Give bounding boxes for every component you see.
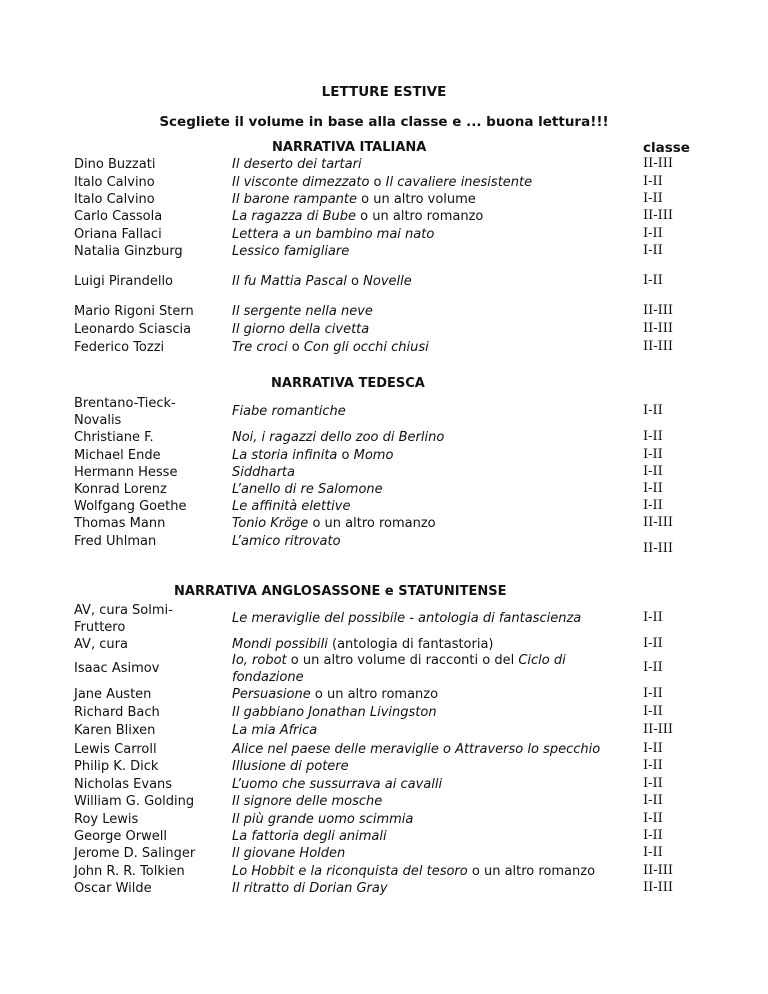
class-cell: I-II — [643, 811, 663, 826]
title-cell — [232, 208, 483, 225]
class-cell: I-II — [643, 636, 663, 651]
title-text: L’anello di re Salomone — [232, 482, 383, 497]
class-cell: I-II — [643, 704, 663, 719]
author-cell: Wolfgang Goethe — [74, 499, 187, 514]
class-cell: I-II — [643, 776, 663, 791]
title-text: Con gli occhi chiusi — [303, 340, 429, 355]
title-cell — [232, 464, 295, 481]
title-cell — [232, 652, 632, 686]
title-text: L’uomo che sussurrava ai cavalli — [232, 777, 443, 792]
section-heading-tedesca: NARRATIVA TEDESCA — [271, 376, 425, 391]
class-cell: I-II — [643, 610, 663, 625]
class-cell: I-II — [643, 464, 663, 479]
author-cell: Dino Buzzati — [74, 157, 156, 172]
note-text: o — [337, 448, 354, 463]
section-heading-italiana: NARRATIVA ITALIANA — [272, 140, 427, 155]
section-heading-anglosassone: NARRATIVA ANGLOSASSONE e STATUNITENSE — [174, 584, 507, 599]
author-cell: Thomas Mann — [74, 516, 166, 531]
title-cell — [232, 863, 595, 880]
title-cell — [232, 303, 373, 320]
class-cell: I-II — [643, 686, 663, 701]
page-title: LETTURE ESTIVE — [321, 84, 447, 100]
author-cell: AV, cura — [74, 637, 128, 652]
title-text: Il gabbiano Jonathan Livingston — [232, 705, 437, 720]
author-cell: Oscar Wilde — [74, 881, 152, 896]
author-cell: Jane Austen — [74, 687, 152, 702]
title-cell — [232, 403, 346, 420]
title-text: Lettera a un bambino mai nato — [232, 227, 435, 242]
author-cell: Michael Ende — [74, 448, 161, 463]
title-cell — [232, 243, 349, 260]
class-cell: I-II — [643, 758, 663, 773]
author-cell: Italo Calvino — [74, 192, 155, 207]
title-text: Il giorno della civetta — [232, 322, 370, 337]
title-cell — [232, 273, 412, 290]
class-cell: I-II — [643, 498, 663, 513]
title-text: Lo Hobbit e la riconquista del tesoro — [232, 864, 468, 879]
title-cell — [232, 481, 383, 498]
title-text: Tonio Kröge — [232, 516, 309, 531]
title-text: Siddharta — [232, 465, 295, 480]
author-cell: Natalia Ginzburg — [74, 244, 183, 259]
class-cell: II-III — [643, 722, 674, 737]
title-text: Mondi possibili — [232, 637, 328, 652]
note-text: o — [369, 175, 386, 190]
title-cell — [232, 722, 317, 739]
title-cell — [232, 704, 437, 721]
author-cell: Oriana Fallaci — [74, 227, 162, 242]
class-cell: I-II — [643, 845, 663, 860]
title-cell — [232, 811, 413, 828]
class-cell: I-II — [643, 191, 663, 206]
author-cell: Federico Tozzi — [74, 340, 165, 355]
title-cell — [232, 339, 429, 356]
author-cell: Karen Blixen — [74, 723, 156, 738]
title-text: Persuasione — [232, 687, 311, 702]
note-text: (antologia di fantastoria) — [327, 637, 494, 652]
class-cell: II-III — [643, 303, 674, 318]
author-cell: Lewis Carroll — [74, 742, 157, 757]
title-cell — [232, 610, 581, 627]
page-subtitle: Scegliete il volume in base alla classe e ... buona lettura!!! — [159, 114, 609, 130]
title-cell — [232, 793, 382, 810]
class-cell: II-III — [643, 339, 674, 354]
title-text: Noi, i ragazzi dello zoo di Berlino — [232, 430, 445, 445]
author-cell: Fred Uhlman — [74, 534, 157, 549]
note-text: o — [287, 340, 304, 355]
class-cell: I-II — [643, 741, 663, 756]
class-cell: II-III — [643, 541, 674, 556]
note-text: o un altro romanzo — [467, 864, 596, 879]
title-cell — [232, 447, 393, 464]
class-cell: I-II — [643, 447, 663, 462]
title-cell — [232, 515, 436, 532]
title-text: La ragazza di Bube — [232, 209, 357, 224]
class-cell: II-III — [643, 208, 674, 223]
title-text: Illusione di potere — [232, 759, 349, 774]
title-text: La storia infinita — [232, 448, 338, 463]
author-cell: Christiane F. — [74, 430, 154, 445]
title-text: Novelle — [363, 274, 412, 289]
class-cell: I-II — [643, 403, 663, 418]
title-cell — [232, 498, 351, 515]
title-cell — [232, 191, 476, 208]
title-text: Il visconte dimezzato — [232, 175, 370, 190]
note-text: o un altro volume — [357, 192, 476, 207]
author-cell: Luigi Pirandello — [74, 274, 174, 289]
class-column-header: classe — [643, 140, 690, 156]
class-cell: I-II — [643, 273, 663, 288]
title-cell — [232, 226, 434, 243]
title-text: Il fu Mattia Pascal — [232, 274, 347, 289]
title-cell — [232, 321, 369, 338]
note-text: o un altro romanzo — [310, 687, 439, 702]
title-text: Il deserto dei tartari — [232, 157, 362, 172]
note-text: o un altro volume di racconti o del — [286, 653, 519, 668]
title-text: Il barone rampante — [232, 192, 357, 207]
title-text: Il ritratto di Dorian Gray — [232, 881, 388, 896]
class-cell: I-II — [643, 481, 663, 496]
title-text: Fiabe romantiche — [232, 404, 346, 419]
note-text: o — [346, 274, 364, 289]
author-cell: AV, cura Solmi-Fruttero — [74, 603, 173, 635]
author-cell: Leonardo Sciascia — [74, 322, 192, 337]
title-cell — [232, 686, 438, 703]
title-text: L’amico ritrovato — [232, 534, 341, 549]
class-cell: I-II — [643, 793, 663, 808]
title-text: Tre croci — [232, 340, 288, 355]
title-text: Momo — [353, 448, 394, 463]
author-cell: Brentano-Tieck-Novalis — [74, 396, 176, 428]
class-cell: II-III — [643, 880, 674, 895]
author-cell: John R. R. Tolkien — [74, 864, 185, 879]
class-cell: II-III — [643, 863, 674, 878]
author-cell: Philip K. Dick — [74, 759, 159, 774]
author-cell: Roy Lewis — [74, 812, 139, 827]
author-cell: Konrad Lorenz — [74, 482, 167, 497]
title-cell — [232, 741, 600, 758]
author-cell: Hermann Hesse — [74, 465, 178, 480]
title-text: Ciclo di fondazione — [232, 653, 566, 685]
author-cell: Mario Rigoni Stern — [74, 304, 194, 319]
author-cell: Nicholas Evans — [74, 777, 173, 792]
title-cell — [232, 828, 387, 845]
title-text: Le affinità elettive — [232, 499, 351, 514]
title-text: Il giovane Holden — [232, 846, 346, 861]
title-text: Il sergente nella neve — [232, 304, 373, 319]
class-cell: I-II — [643, 660, 663, 675]
title-cell — [232, 429, 444, 446]
author-cell: William G. Golding — [74, 794, 195, 809]
class-cell: II-III — [643, 515, 674, 530]
class-cell: I-II — [643, 243, 663, 258]
title-text: La fattoria degli animali — [232, 829, 387, 844]
title-cell — [232, 776, 442, 793]
author-cell: George Orwell — [74, 829, 167, 844]
class-cell: I-II — [643, 174, 663, 189]
class-cell: I-II — [643, 429, 663, 444]
title-cell — [232, 533, 341, 550]
title-cell — [232, 636, 494, 653]
author-cell: Jerome D. Salinger — [74, 846, 196, 861]
title-text: Le meraviglie del possibile - antologia di fantascienza — [232, 611, 582, 626]
title-cell — [232, 880, 388, 897]
title-text: Il più grande uomo scimmia — [232, 812, 414, 827]
author-cell: Richard Bach — [74, 705, 160, 720]
author-cell: Carlo Cassola — [74, 209, 163, 224]
class-cell: I-II — [643, 828, 663, 843]
title-cell — [232, 758, 349, 775]
note-text: o un altro romanzo — [356, 209, 484, 224]
author-cell: Italo Calvino — [74, 175, 155, 190]
author-cell: Isaac Asimov — [74, 661, 160, 676]
note-text: o un altro romanzo — [308, 516, 436, 531]
title-text: Lessico famigliare — [232, 244, 350, 259]
class-cell: I-II — [643, 226, 663, 241]
title-text: Il signore delle mosche — [232, 794, 383, 809]
title-text: Alice nel paese delle meraviglie o Attraverso lo specchio — [232, 742, 601, 757]
class-cell: II-III — [643, 321, 674, 336]
title-text: La mia Africa — [232, 723, 318, 738]
title-cell — [232, 174, 532, 191]
title-text: Io, robot — [232, 653, 287, 668]
title-text: Il cavaliere inesistente — [385, 175, 533, 190]
class-cell: II-III — [643, 156, 674, 171]
title-cell — [232, 156, 362, 173]
title-cell — [232, 845, 345, 862]
